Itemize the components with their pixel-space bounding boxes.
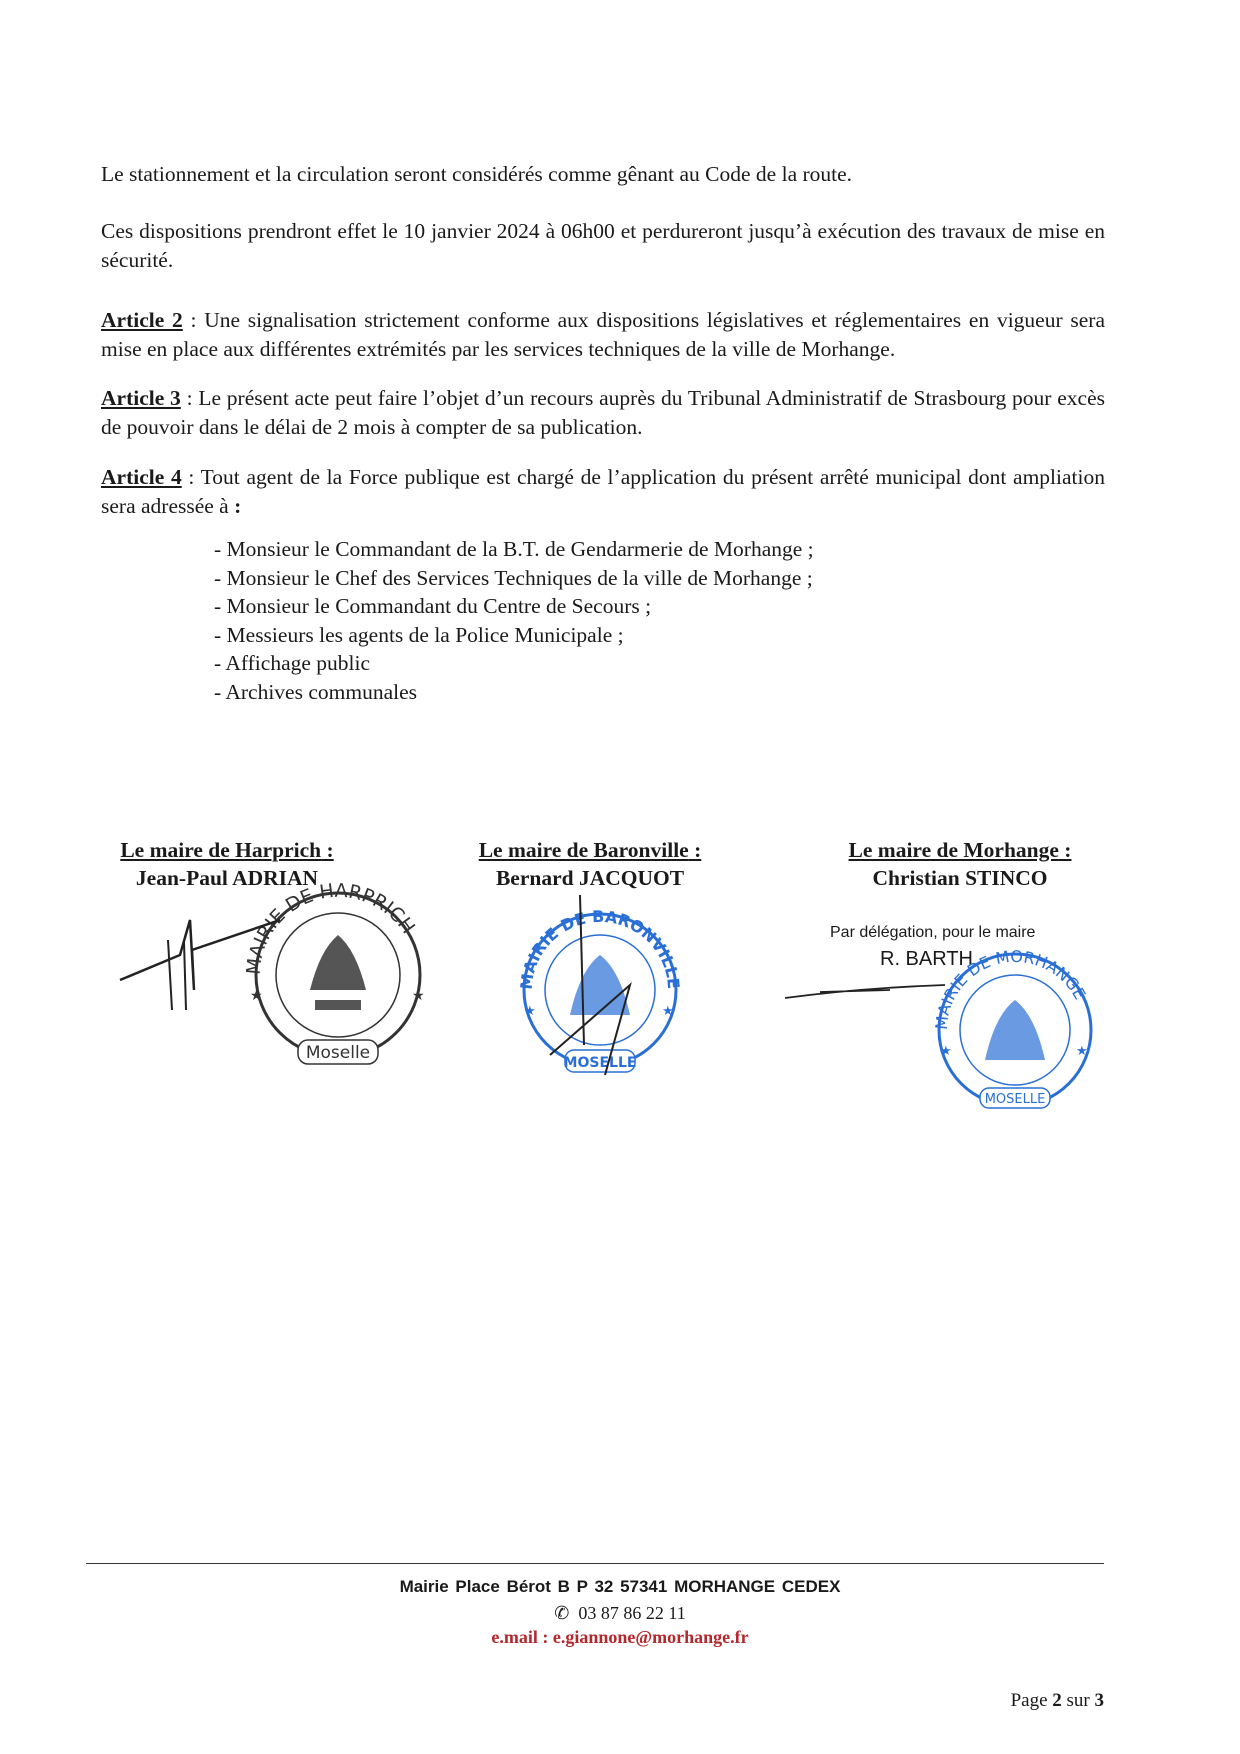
- stamp-baronville-bottom: MOSELLE: [563, 1055, 637, 1071]
- signature-scribble: [785, 985, 945, 998]
- article-4: [101, 463, 1105, 521]
- footer-phone: [0, 1603, 1240, 1624]
- signature-harprich: Le maire de Harprich : Jean-Paul ADRIAN: [92, 836, 362, 892]
- phone-icon: ✆: [554, 1603, 570, 1623]
- star-icon: ★: [250, 989, 263, 1004]
- list-item: - Archives communales: [214, 679, 418, 704]
- footer-email: e.mail : e.giannone@morhange.fr: [491, 1627, 749, 1647]
- footer-phone-number: 03 87 86 22 11: [578, 1603, 686, 1623]
- article-2-text: : Une signalisation strictement conforme aux dispositions législatives et réglementaires en vigueur sera mise en place aux différentes extrémités par les services techniques de la ville de Morhange.: [101, 308, 1105, 361]
- stamp-harprich: [110, 880, 440, 1070]
- star-icon: ★: [412, 989, 425, 1004]
- footer-address: Mairie Place Bérot B P 32 57341 MORHANGE CEDEX: [399, 1577, 841, 1596]
- article-2-label: Article 2: [101, 308, 183, 332]
- sig-name-morhange: Christian STINCO: [872, 866, 1048, 890]
- list-item: - Messieurs les agents de la Police Municipale ;: [214, 622, 624, 647]
- intro-line-1: Le stationnement et la circulation seront considérés comme gênant au Code de la route.: [101, 162, 853, 186]
- article-3-text: : Le présent acte peut faire l’objet d’un recours auprès du Tribunal Administratif de Strasbourg pour excès de pouvoir dans le délai de 2 mois à compter de sa publication.: [101, 386, 1105, 439]
- article-4-colon: :: [234, 494, 242, 518]
- page-total: 3: [1094, 1690, 1104, 1711]
- list-item: - Affichage public: [214, 651, 371, 676]
- stamp-morhange-bottom: MOSELLE: [984, 1092, 1046, 1107]
- intro-line-2: Ces dispositions prendront effet le 10 janvier 2024 à 06h00 et perdureront jusqu’à exécution des travaux de mise en sécurité.: [101, 219, 1105, 272]
- page-current: 2: [1052, 1690, 1062, 1711]
- article-2: [101, 306, 1105, 364]
- delegate-name: R. BARTH: [880, 948, 973, 970]
- list-item: - Monsieur le Commandant de la B.T. de Gendarmerie de Morhange ;: [214, 537, 814, 561]
- article-4-text: : Tout agent de la Force publique est chargé de l’application du présent arrêté municipal dont ampliation sera adressée à: [101, 465, 1105, 518]
- stamp-morhange: [780, 950, 1110, 1110]
- list-item: - Monsieur le Chef des Services Techniques de la ville de Morhange ;: [214, 565, 813, 590]
- signature-baronville: Le maire de Baronville : Bernard JACQUOT: [440, 836, 740, 892]
- delegation-text: Par délégation, pour le maire: [830, 924, 1036, 941]
- article-3: [101, 384, 1105, 442]
- stamp-baronville: [510, 895, 690, 1085]
- star-icon: ★: [940, 1043, 952, 1058]
- sig-title-morhange: Le maire de Morhange: [848, 838, 1059, 862]
- sig-title-baronville: Le maire de Baronville: [478, 838, 689, 862]
- list-item: - Monsieur le Commandant du Centre de Secours ;: [214, 594, 652, 619]
- stamp-harprich-top: MAIRIE DE HARPRICH: [242, 880, 420, 976]
- stamp-morhange-top: MAIRIE DE MORHANGE: [931, 950, 1090, 1031]
- stamp-baronville-top: MAIRIE DE BARONVILLE: [516, 906, 684, 991]
- stamp-harprich-bottom: Moselle: [305, 1043, 371, 1063]
- page-number: Page 2 sur 3: [1010, 1690, 1104, 1711]
- signature-morhange: Le maire de Morhange : Christian STINCO: [820, 836, 1100, 892]
- recipients-list: [214, 535, 814, 707]
- star-icon: ★: [1076, 1043, 1088, 1058]
- sig-name-baronville: Bernard JACQUOT: [495, 866, 685, 890]
- article-4-label: Article 4: [101, 465, 182, 489]
- star-icon: ★: [524, 1003, 536, 1018]
- footer-divider: [86, 1563, 1104, 1564]
- sig-title-harprich: Le maire de Harprich: [120, 838, 322, 862]
- article-3-label: Article 3: [101, 386, 181, 410]
- sig-name-harprich: Jean-Paul ADRIAN: [135, 866, 319, 890]
- star-icon: ★: [662, 1003, 674, 1018]
